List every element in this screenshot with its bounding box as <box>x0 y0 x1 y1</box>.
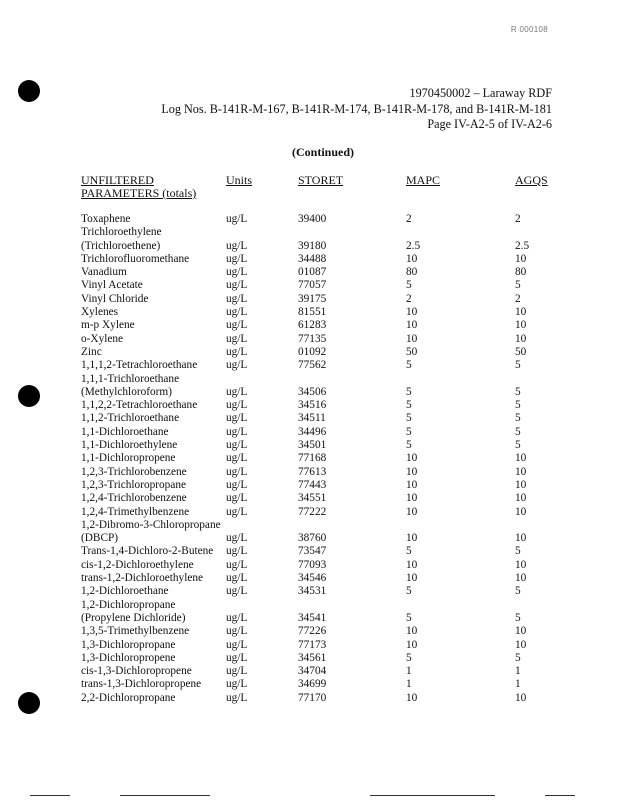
parameter-cell: trans-1,3-Dichloropropene <box>81 678 202 691</box>
agqs-cell: 10 <box>515 319 527 332</box>
parameter-cell: 1,2-Dichloropropane <box>81 598 176 611</box>
units-cell: ug/L <box>226 505 248 518</box>
storet-cell: 34546 <box>298 572 327 585</box>
mapc-cell: 10 <box>406 306 418 319</box>
table-row <box>0 319 618 332</box>
mapc-cell: 10 <box>406 252 418 265</box>
document-id: 1970450002 – Laraway RDF <box>409 86 552 100</box>
parameter-cell: (Propylene Dichloride) <box>81 611 186 624</box>
footer-rule <box>545 795 575 796</box>
footer-rule <box>120 795 210 796</box>
table-row <box>0 213 618 226</box>
parameter-cell: cis-1,2-Dichloroethylene <box>81 558 194 571</box>
table-row <box>0 612 618 625</box>
mapc-cell: 5 <box>406 412 412 425</box>
mapc-cell: 2 <box>406 213 412 225</box>
storet-cell: 34506 <box>298 385 327 398</box>
units-cell: ug/L <box>226 252 248 265</box>
mapc-cell: 2.5 <box>406 239 421 252</box>
units-cell: ug/L <box>226 239 248 252</box>
table-row <box>0 266 618 279</box>
mapc-cell: 5 <box>406 385 412 398</box>
agqs-cell: 10 <box>515 558 527 571</box>
mapc-cell: 10 <box>406 638 418 651</box>
storet-cell: 61283 <box>298 319 327 332</box>
mapc-cell: 10 <box>406 492 418 505</box>
parameter-cell: 1,1-Dichloroethane <box>81 425 169 438</box>
mapc-cell: 1 <box>406 678 412 691</box>
agqs-cell: 10 <box>515 638 527 651</box>
agqs-cell: 5 <box>515 412 521 425</box>
table-row <box>0 412 618 425</box>
table-row <box>0 559 618 572</box>
parameter-cell: 1,2,3-Trichloropropane <box>81 478 187 491</box>
units-cell: ug/L <box>226 532 248 545</box>
parameter-cell: 1,2,4-Trichlorobenzene <box>81 492 187 505</box>
mapc-cell: 50 <box>406 345 418 358</box>
parameter-cell: 1,2,3-Trichlorobenzene <box>81 465 187 478</box>
parameter-cell: trans-1,2-Dichloroethylene <box>81 572 204 585</box>
page-number: Page IV-A2-5 of IV-A2-6 <box>427 117 552 131</box>
agqs-cell: 5 <box>515 425 521 438</box>
mapc-cell: 10 <box>406 558 418 571</box>
agqs-cell: 10 <box>515 532 527 545</box>
storet-cell: 38760 <box>298 532 327 545</box>
parameter-cell: (Methylchloroform) <box>81 385 172 398</box>
parameter-cell: 1,2,4-Trimethylbenzene <box>81 505 190 518</box>
parameter-cell: Trichloroethylene <box>81 226 162 239</box>
units-cell: ug/L <box>226 213 248 225</box>
table-row <box>0 492 618 505</box>
parameter-cell: Xylenes <box>81 306 119 319</box>
table-row <box>0 479 618 492</box>
table-row <box>0 678 618 691</box>
storet-cell: 39180 <box>298 239 327 252</box>
parameter-cell: 1,1,2,2-Tetrachloroethane <box>81 399 198 412</box>
agqs-cell: 2 <box>515 213 521 225</box>
mapc-cell: 5 <box>406 425 412 438</box>
footer-rule <box>370 795 495 796</box>
parameter-cell: 1,1-Dichloroethylene <box>81 439 178 452</box>
table-row <box>0 532 618 545</box>
bates-stamp: R 000108 <box>510 25 548 34</box>
agqs-cell: 50 <box>515 345 527 358</box>
storet-cell: 34561 <box>298 651 327 664</box>
parameter-cell: 1,1-Dichloropropene <box>81 452 176 465</box>
parameter-cell: 1,1,1-Trichloroethane <box>81 372 180 385</box>
storet-cell: 77135 <box>298 332 327 345</box>
table-row <box>0 253 618 266</box>
parameter-cell: Vinyl Chloride <box>81 292 149 305</box>
storet-cell: 77173 <box>298 638 327 651</box>
parameter-cell: 1,2-Dibromo-3-Chloropropane <box>81 518 221 531</box>
storet-cell: 01087 <box>298 266 327 279</box>
parameter-cell: m-p Xylene <box>81 319 135 332</box>
table-row <box>0 519 618 532</box>
table-row <box>0 545 618 558</box>
mapc-cell: 5 <box>406 545 412 558</box>
agqs-cell: 10 <box>515 332 527 345</box>
units-cell: ug/L <box>226 572 248 585</box>
table-row <box>0 585 618 598</box>
column-header-parameters <box>81 174 196 200</box>
units-cell: ug/L <box>226 332 248 345</box>
agqs-cell: 5 <box>515 611 521 624</box>
agqs-cell: 1 <box>515 665 521 678</box>
table-row <box>0 665 618 678</box>
parameter-cell: Trans-1,4-Dichloro-2-Butene <box>81 545 214 558</box>
units-cell: ug/L <box>226 345 248 358</box>
storet-cell: 34551 <box>298 492 327 505</box>
mapc-cell: 10 <box>406 572 418 585</box>
mapc-cell: 10 <box>406 625 418 638</box>
storet-cell: 34501 <box>298 439 327 452</box>
table-row <box>0 359 618 372</box>
agqs-cell: 10 <box>515 505 527 518</box>
agqs-cell: 5 <box>515 439 521 452</box>
units-cell: ug/L <box>226 319 248 332</box>
units-cell: ug/L <box>226 425 248 438</box>
agqs-cell: 10 <box>515 478 527 491</box>
parameter-cell: Vanadium <box>81 266 127 279</box>
units-cell: ug/L <box>226 279 248 292</box>
units-cell: ug/L <box>226 625 248 638</box>
column-header-storet: STORET <box>298 173 344 187</box>
units-cell: ug/L <box>226 359 248 372</box>
storet-cell: 77093 <box>298 558 327 571</box>
agqs-cell: 10 <box>515 252 527 265</box>
storet-cell: 77222 <box>298 505 327 518</box>
parameter-cell: (DBCP) <box>81 532 119 545</box>
table-row <box>0 652 618 665</box>
parameter-cell: o-Xylene <box>81 332 124 345</box>
parameter-cell: 1,3-Dichloropropane <box>81 638 176 651</box>
column-header-agqs: AGQS <box>515 173 548 187</box>
mapc-cell: 5 <box>406 651 412 664</box>
column-header-parameters-line1: UNFILTERED <box>81 173 154 187</box>
table-row <box>0 346 618 359</box>
parameters-table <box>0 213 618 705</box>
mapc-cell: 5 <box>406 399 412 412</box>
table-row <box>0 639 618 652</box>
parameter-cell: Toxaphene <box>81 213 131 225</box>
continued-label: (Continued) <box>291 145 354 159</box>
mapc-cell: 5 <box>406 439 412 452</box>
agqs-cell: 10 <box>515 625 527 638</box>
mapc-cell: 80 <box>406 266 418 279</box>
units-cell: ug/L <box>226 691 248 704</box>
table-row <box>0 226 618 239</box>
mapc-cell: 5 <box>406 585 412 598</box>
units-cell: ug/L <box>226 399 248 412</box>
units-cell: ug/L <box>226 452 248 465</box>
column-header-units: Units <box>226 173 253 187</box>
parameter-cell: Trichlorofluoromethane <box>81 252 190 265</box>
log-numbers: Log Nos. B-141R-M-167, B-141R-M-174, B-141R-M-178, and B-141R-M-181 <box>161 102 552 116</box>
units-cell: ug/L <box>226 465 248 478</box>
parameter-cell: 1,3-Dichloropropene <box>81 651 176 664</box>
table-row <box>0 386 618 399</box>
agqs-cell: 5 <box>515 279 521 292</box>
agqs-cell: 80 <box>515 266 527 279</box>
parameter-cell: 1,1,2-Trichloroethane <box>81 412 180 425</box>
storet-cell: 77170 <box>298 691 327 704</box>
mapc-cell: 10 <box>406 452 418 465</box>
mapc-cell: 5 <box>406 611 412 624</box>
agqs-cell: 5 <box>515 651 521 664</box>
units-cell: ug/L <box>226 611 248 624</box>
agqs-cell: 10 <box>515 306 527 319</box>
mapc-cell: 5 <box>406 359 412 372</box>
units-cell: ug/L <box>226 665 248 678</box>
storet-cell: 81551 <box>298 306 327 319</box>
table-row <box>0 240 618 253</box>
table-row <box>0 293 618 306</box>
mapc-cell: 1 <box>406 665 412 678</box>
agqs-cell: 10 <box>515 492 527 505</box>
parameter-cell: 1,1,1,2-Tetrachloroethane <box>81 359 198 372</box>
table-row <box>0 333 618 346</box>
mapc-cell: 10 <box>406 691 418 704</box>
table-row <box>0 439 618 452</box>
table-row <box>0 625 618 638</box>
column-header-mapc: MAPC <box>406 173 441 187</box>
parameter-cell: Vinyl Acetate <box>81 279 143 292</box>
storet-cell: 77562 <box>298 359 327 372</box>
storet-cell: 34541 <box>298 611 327 624</box>
storet-cell: 39400 <box>298 213 327 225</box>
units-cell: ug/L <box>226 439 248 452</box>
mapc-cell: 2 <box>406 292 412 305</box>
units-cell: ug/L <box>226 492 248 505</box>
agqs-cell: 10 <box>515 691 527 704</box>
parameter-cell: (Trichloroethene) <box>81 239 161 252</box>
table-row <box>0 306 618 319</box>
storet-cell: 34516 <box>298 399 327 412</box>
table-row <box>0 466 618 479</box>
punch-hole-top <box>18 80 40 102</box>
units-cell: ug/L <box>226 306 248 319</box>
units-cell: ug/L <box>226 558 248 571</box>
table-row <box>0 399 618 412</box>
table-row <box>0 599 618 612</box>
agqs-cell: 5 <box>515 545 521 558</box>
parameter-cell: Zinc <box>81 345 102 358</box>
agqs-cell: 2.5 <box>515 239 530 252</box>
table-row <box>0 506 618 519</box>
agqs-cell: 10 <box>515 452 527 465</box>
mapc-cell: 10 <box>406 478 418 491</box>
parameter-cell: cis-1,3-Dichloropropene <box>81 665 192 678</box>
storet-cell: 77443 <box>298 478 327 491</box>
column-header-parameters-line2: PARAMETERS (totals) <box>81 186 197 200</box>
agqs-cell: 2 <box>515 292 521 305</box>
storet-cell: 77613 <box>298 465 327 478</box>
units-cell: ug/L <box>226 638 248 651</box>
storet-cell: 77226 <box>298 625 327 638</box>
storet-cell: 77057 <box>298 279 327 292</box>
mapc-cell: 5 <box>406 279 412 292</box>
storet-cell: 01092 <box>298 345 327 358</box>
storet-cell: 73547 <box>298 545 327 558</box>
storet-cell: 34488 <box>298 252 327 265</box>
table-row <box>0 373 618 386</box>
storet-cell: 34704 <box>298 665 327 678</box>
parameter-cell: 2,2-Dichloropropane <box>81 691 176 704</box>
units-cell: ug/L <box>226 292 248 305</box>
table-row <box>0 426 618 439</box>
table-row <box>0 572 618 585</box>
agqs-cell: 5 <box>515 585 521 598</box>
units-cell: ug/L <box>226 412 248 425</box>
storet-cell: 34699 <box>298 678 327 691</box>
mapc-cell: 10 <box>406 532 418 545</box>
agqs-cell: 5 <box>515 399 521 412</box>
footer-rule <box>30 795 70 796</box>
table-row <box>0 692 618 705</box>
units-cell: ug/L <box>226 651 248 664</box>
storet-cell: 34531 <box>298 585 327 598</box>
units-cell: ug/L <box>226 385 248 398</box>
storet-cell: 77168 <box>298 452 327 465</box>
agqs-cell: 5 <box>515 359 521 372</box>
table-row <box>0 279 618 292</box>
mapc-cell: 10 <box>406 332 418 345</box>
storet-cell: 34511 <box>298 412 326 425</box>
storet-cell: 34496 <box>298 425 327 438</box>
mapc-cell: 10 <box>406 465 418 478</box>
agqs-cell: 1 <box>515 678 521 691</box>
agqs-cell: 5 <box>515 385 521 398</box>
mapc-cell: 10 <box>406 505 418 518</box>
parameter-cell: 1,2-Dichloroethane <box>81 585 169 598</box>
storet-cell: 39175 <box>298 292 327 305</box>
units-cell: ug/L <box>226 678 248 691</box>
mapc-cell: 10 <box>406 319 418 332</box>
table-row <box>0 452 618 465</box>
units-cell: ug/L <box>226 585 248 598</box>
units-cell: ug/L <box>226 266 248 279</box>
agqs-cell: 10 <box>515 465 527 478</box>
units-cell: ug/L <box>226 545 248 558</box>
units-cell: ug/L <box>226 478 248 491</box>
agqs-cell: 10 <box>515 572 527 585</box>
parameter-cell: 1,3,5-Trimethylbenzene <box>81 625 190 638</box>
